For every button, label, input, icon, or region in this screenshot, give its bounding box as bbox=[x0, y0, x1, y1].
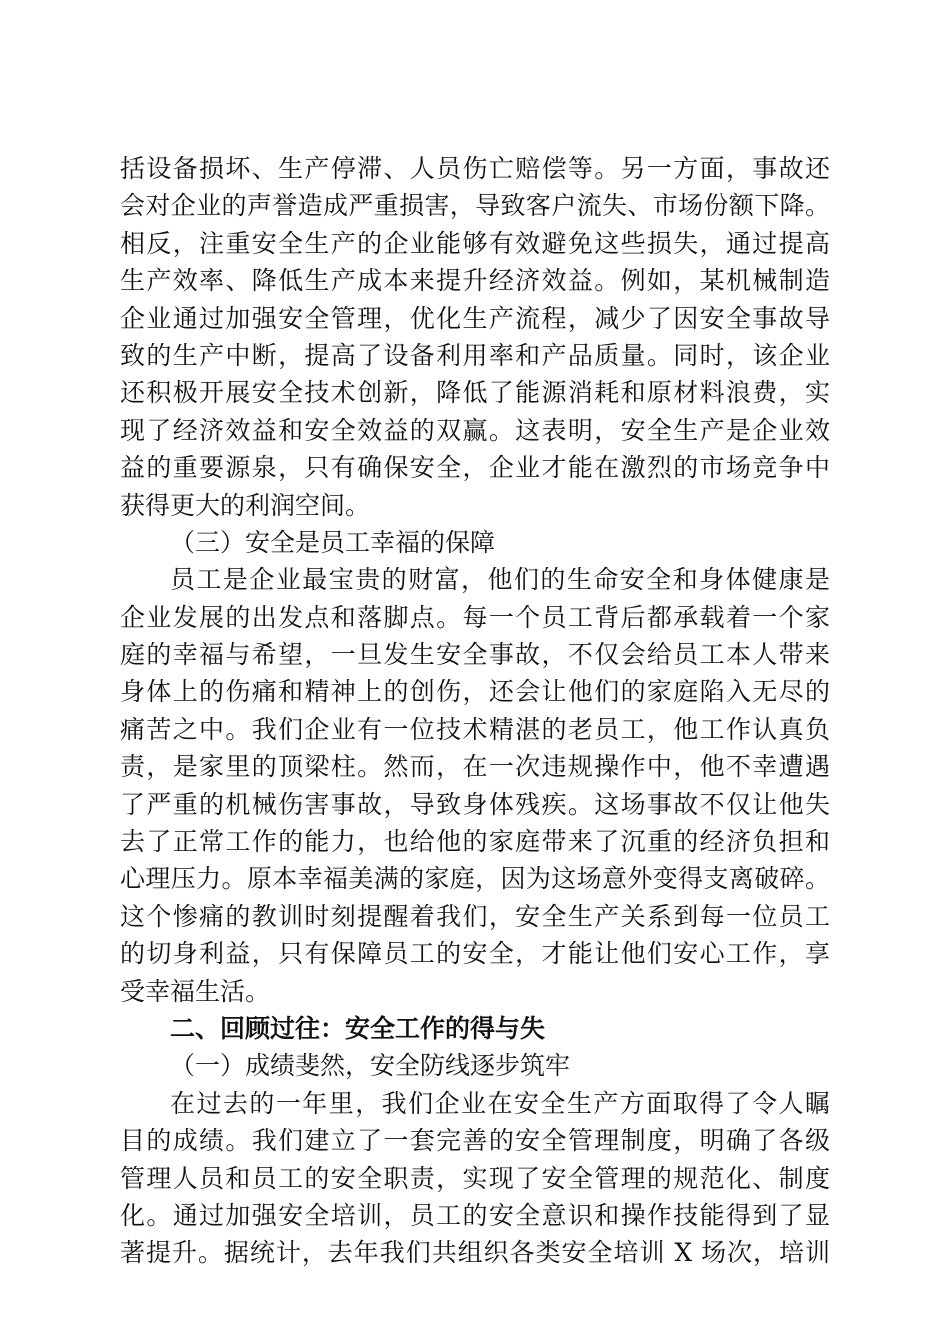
paragraph-line: 著提升。据统计，去年我们共组织各类安全培训 X 场次，培训 bbox=[120, 1238, 830, 1268]
document-body bbox=[120, 150, 830, 1272]
paragraph-line: 庭的幸福与希望，一旦发生安全事故，不仅会给员工本人带来 bbox=[120, 640, 830, 670]
paragraph-line: 现了经济效益和安全效益的双赢。这表明，安全生产是企业效 bbox=[120, 415, 830, 445]
subheading-safety-happiness: （三）安全是员工幸福的保障 bbox=[170, 527, 496, 557]
paragraph-line: 相反，注重安全生产的企业能够有效避免这些损失，通过提高 bbox=[120, 228, 830, 258]
paragraph-line: 致的生产中断，提高了设备利用率和产品质量。同时，该企业 bbox=[120, 340, 830, 370]
paragraph-line: 的切身利益，只有保障员工的安全，才能让他们安心工作，享 bbox=[120, 939, 830, 969]
paragraph-line: 责，是家里的顶梁柱。然而，在一次违规操作中，他不幸遭遇 bbox=[120, 752, 830, 782]
paragraph-line: 心理压力。原本幸福美满的家庭，因为这场意外变得支离破碎。 bbox=[120, 864, 830, 894]
paragraph-line: 企业通过加强安全管理，优化生产流程，减少了因安全事故导 bbox=[120, 303, 830, 333]
paragraph-line: 化。通过加强安全培训，员工的安全意识和操作技能得到了显 bbox=[120, 1200, 830, 1230]
paragraph-line: 益的重要源泉，只有确保安全，企业才能在激烈的市场竞争中 bbox=[120, 453, 830, 483]
paragraph-first-line: 员工是企业最宝贵的财富，他们的生命安全和身体健康是 bbox=[170, 565, 830, 595]
section-heading-review: 二、回顾过往：安全工作的得与失 bbox=[170, 1013, 546, 1043]
paragraph-line: 还积极开展安全技术创新，降低了能源消耗和原材料浪费，实 bbox=[120, 378, 830, 408]
paragraph-line: 了严重的机械伤害事故，导致身体残疾。这场事故不仅让他失 bbox=[120, 789, 830, 819]
paragraph-line: 企业发展的出发点和落脚点。每一个员工背后都承载着一个家 bbox=[120, 602, 830, 632]
paragraph-line: 痛苦之中。我们企业有一位技术精湛的老员工，他工作认真负 bbox=[120, 714, 830, 744]
paragraph-line: 受幸福生活。 bbox=[120, 976, 271, 1006]
paragraph-line: 会对企业的声誉造成严重损害，导致客户流失、市场份额下降。 bbox=[120, 191, 830, 221]
paragraph-line: 管理人员和员工的安全职责，实现了安全管理的规范化、制度 bbox=[120, 1163, 830, 1193]
paragraph-line: 生产效率、降低生产成本来提升经济效益。例如，某机械制造 bbox=[120, 266, 830, 296]
subheading-achievements: （一）成绩斐然，安全防线逐步筑牢 bbox=[170, 1051, 571, 1081]
paragraph-first-line: 在过去的一年里，我们企业在安全生产方面取得了令人瞩 bbox=[170, 1088, 830, 1118]
paragraph-line: 括设备损坏、生产停滞、人员伤亡赔偿等。另一方面，事故还 bbox=[120, 154, 830, 183]
paragraph-line: 这个惨痛的教训时刻提醒着我们，安全生产关系到每一位员工 bbox=[120, 901, 830, 931]
paragraph-line: 身体上的伤痛和精神上的创伤，还会让他们的家庭陷入无尽的 bbox=[120, 677, 830, 707]
paragraph-line: 去了正常工作的能力，也给他的家庭带来了沉重的经济负担和 bbox=[120, 827, 830, 857]
paragraph-line: 目的成绩。我们建立了一套完善的安全管理制度，明确了各级 bbox=[120, 1126, 830, 1156]
paragraph-line: 获得更大的利润空间。 bbox=[120, 490, 371, 520]
